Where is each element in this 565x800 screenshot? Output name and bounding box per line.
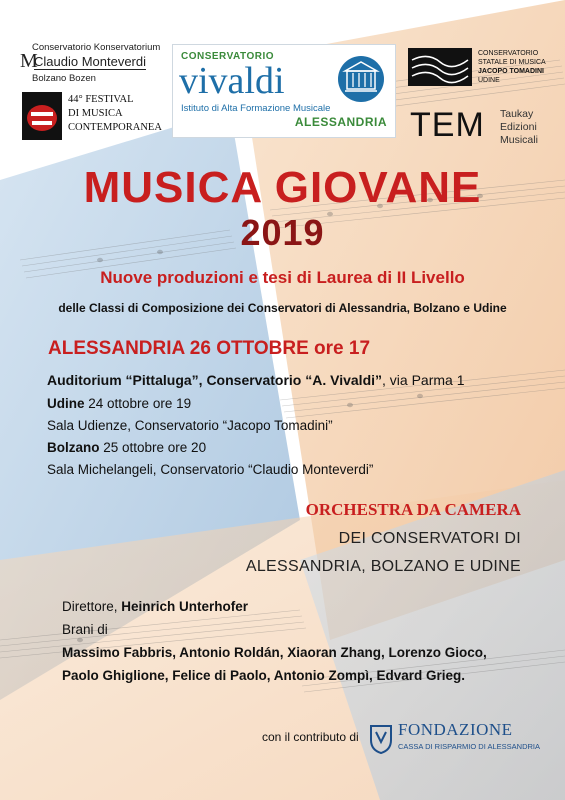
udine-city: Udine — [47, 396, 85, 411]
main-event-heading: ALESSANDRIA 26 OTTOBRE ore 17 — [48, 338, 371, 359]
director-label: Direttore, — [62, 599, 122, 614]
fondazione-sub: CASSA DI RISPARMIO DI ALESSANDRIA — [398, 742, 540, 751]
tem-logo-line1: Taukay — [500, 108, 534, 120]
subtitle: Nuove produzioni e tesi di Laurea di II Livello — [100, 268, 465, 287]
bolzano-venue: Sala Michelangeli, Conservatorio “Claudio Monteverdi” — [47, 462, 374, 477]
tomadini-waves-icon — [408, 48, 472, 86]
vivaldi-building-icon — [337, 55, 385, 103]
composers-line2: Paolo Ghiglione, Felice di Paolo, Antonio Zompì, Edvard Grieg. — [62, 668, 466, 683]
vivaldi-logo-sub: Istituto di Alta Formazione Musicale — [181, 103, 331, 114]
page-year: 2019 — [240, 212, 325, 253]
monteverdi-logo-line3: Bolzano Bozen — [32, 73, 96, 84]
tem-logo-mark: TEM — [410, 106, 485, 144]
orchestra-title: ORCHESTRA DA CAMERA — [305, 500, 521, 519]
alessandria-venue — [47, 372, 465, 388]
director — [62, 599, 248, 614]
festival-logo-line3: CONTEMPORANEA — [68, 122, 162, 133]
fondazione-name: FONDAZIONE — [398, 720, 513, 739]
udine-venue: Sala Udienze, Conservatorio “Jacopo Tomadini” — [47, 418, 333, 433]
vivaldi-logo — [172, 44, 396, 138]
vivaldi-logo-top: CONSERVATORIO — [181, 51, 274, 62]
udine-when: 24 ottobre ore 19 — [84, 396, 192, 411]
alessandria-address: , via Parma 1 — [382, 372, 465, 388]
vivaldi-logo-name: vivaldi — [179, 60, 285, 102]
tomadini-logo-line1: CONSERVATORIO — [478, 50, 539, 57]
page-title: MUSICA GIOVANE — [83, 163, 482, 212]
composers-line1: Massimo Fabbris, Antonio Roldán, Xiaoran Zhang, Lorenzo Gioco, — [62, 645, 487, 660]
fondazione-logo — [368, 720, 548, 756]
tem-logo-line3: Musicali — [500, 134, 538, 146]
orchestra-line2: DEI CONSERVATORI DI — [338, 530, 521, 547]
bolzano-date — [47, 440, 206, 455]
festival-logo — [22, 92, 162, 142]
festival-logo-line1: 44° FESTIVAL — [68, 94, 134, 105]
contribution-label: con il contributo di — [262, 730, 359, 744]
tomadini-logo-line3: JACOPO TOMADINI — [478, 68, 544, 75]
orchestra-line3: ALESSANDRIA, BOLZANO E UDINE — [245, 558, 521, 575]
festival-mouth-icon — [22, 92, 62, 140]
fondazione-emblem-icon — [368, 722, 394, 754]
vivaldi-logo-city: ALESSANDRIA — [294, 115, 387, 129]
pieces-label: Brani di — [62, 622, 108, 637]
bolzano-city: Bolzano — [47, 440, 100, 455]
classes-line: delle Classi di Composizione dei Conservatori di Alessandria, Bolzano e Udine — [58, 301, 507, 315]
monteverdi-logo — [20, 40, 162, 86]
festival-logo-line2: DI MUSICA — [68, 108, 123, 119]
tomadini-logo-line2: STATALE DI MUSICA — [478, 59, 546, 66]
monteverdi-logo-mark: M — [20, 50, 38, 72]
director-name: Heinrich Unterhofer — [121, 599, 249, 614]
monteverdi-logo-line1: Conservatorio Konservatorium — [32, 42, 161, 53]
monteverdi-logo-line2: Claudio Monteverdi — [34, 54, 147, 69]
tem-logo-line2: Edizioni — [500, 121, 537, 133]
tomadini-logo-line4: UDINE — [478, 77, 500, 84]
udine-date — [47, 396, 191, 411]
tem-logo — [410, 106, 550, 152]
bolzano-when: 25 ottobre ore 20 — [99, 440, 207, 455]
alessandria-venue-name: Auditorium “Pittaluga”, Conservatorio “A. Vivaldi” — [47, 372, 383, 388]
tomadini-logo — [408, 48, 548, 90]
